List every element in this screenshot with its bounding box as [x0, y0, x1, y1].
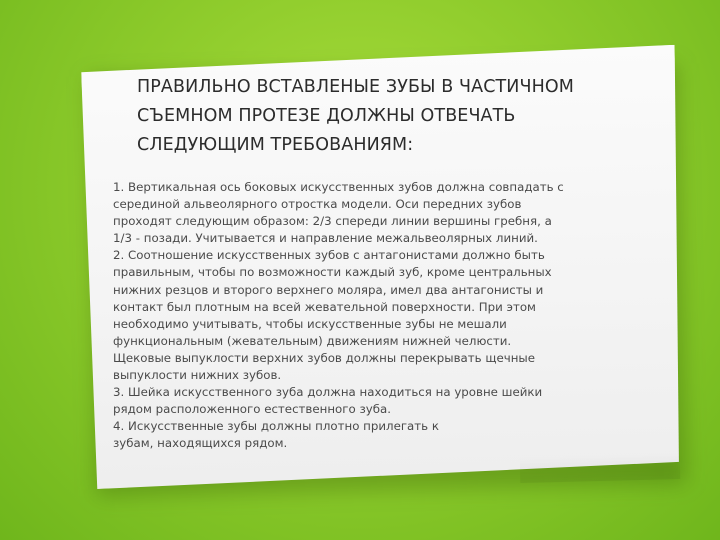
body-line: функциональным (жевательным) движениям нижней челюсти. — [113, 333, 512, 348]
slide-title-line: СЛЕДУЮЩИМ ТРЕБОВАНИЯМ: — [137, 135, 414, 155]
body-line: 4. Искусственные зубы должны плотно прилегать к — [113, 419, 439, 434]
body-line: 1/3 - позади. Учитывается и направление межальвеолярных линий. — [113, 231, 538, 246]
slide-title — [137, 73, 657, 160]
body-line: серединой альвеолярного отростка модели. Оси передних зубов — [113, 197, 522, 212]
body-line: зубам, находящихся рядом. — [113, 436, 288, 451]
body-line: правильным, чтобы по возможности каждый зуб, кроме центральных — [113, 265, 552, 280]
slide-body — [113, 179, 633, 453]
body-line: нижних резцов и второго верхнего моляра, имел два антагонисты и — [113, 282, 544, 297]
body-line: контакт был плотным на всей жевательной поверхности. При этом — [113, 299, 536, 314]
body-line: 3. Шейка искусственного зуба должна находиться на уровне шейки — [113, 385, 543, 400]
paper-curl — [520, 453, 681, 483]
body-line: необходимо учитывать, чтобы искусственные зубы не мешали — [113, 316, 507, 331]
body-line: 1. Вертикальная ось боковых искусственных зубов должна совпадать с — [113, 180, 564, 194]
slide-title-line: ПРАВИЛЬНО ВСТАВЛЕНЫЕ ЗУБЫ В ЧАСТИЧНОМ — [137, 77, 574, 97]
body-line: Щековые выпуклости верхних зубов должны перекрывать щечные — [113, 350, 535, 365]
body-line: выпуклости нижних зубов. — [113, 368, 282, 383]
body-line: проходят следующим образом: 2/3 спереди линии вершины гребня, а — [113, 214, 552, 229]
slide-title-line: СЪЕМНОМ ПРОТЕЗЕ ДОЛЖНЫ ОТВЕЧАТЬ — [137, 106, 516, 126]
body-line: 2. Соотношение искусственных зубов с антагонистами должно быть — [113, 248, 545, 263]
body-line: рядом расположенного естественного зуба. — [113, 402, 391, 417]
